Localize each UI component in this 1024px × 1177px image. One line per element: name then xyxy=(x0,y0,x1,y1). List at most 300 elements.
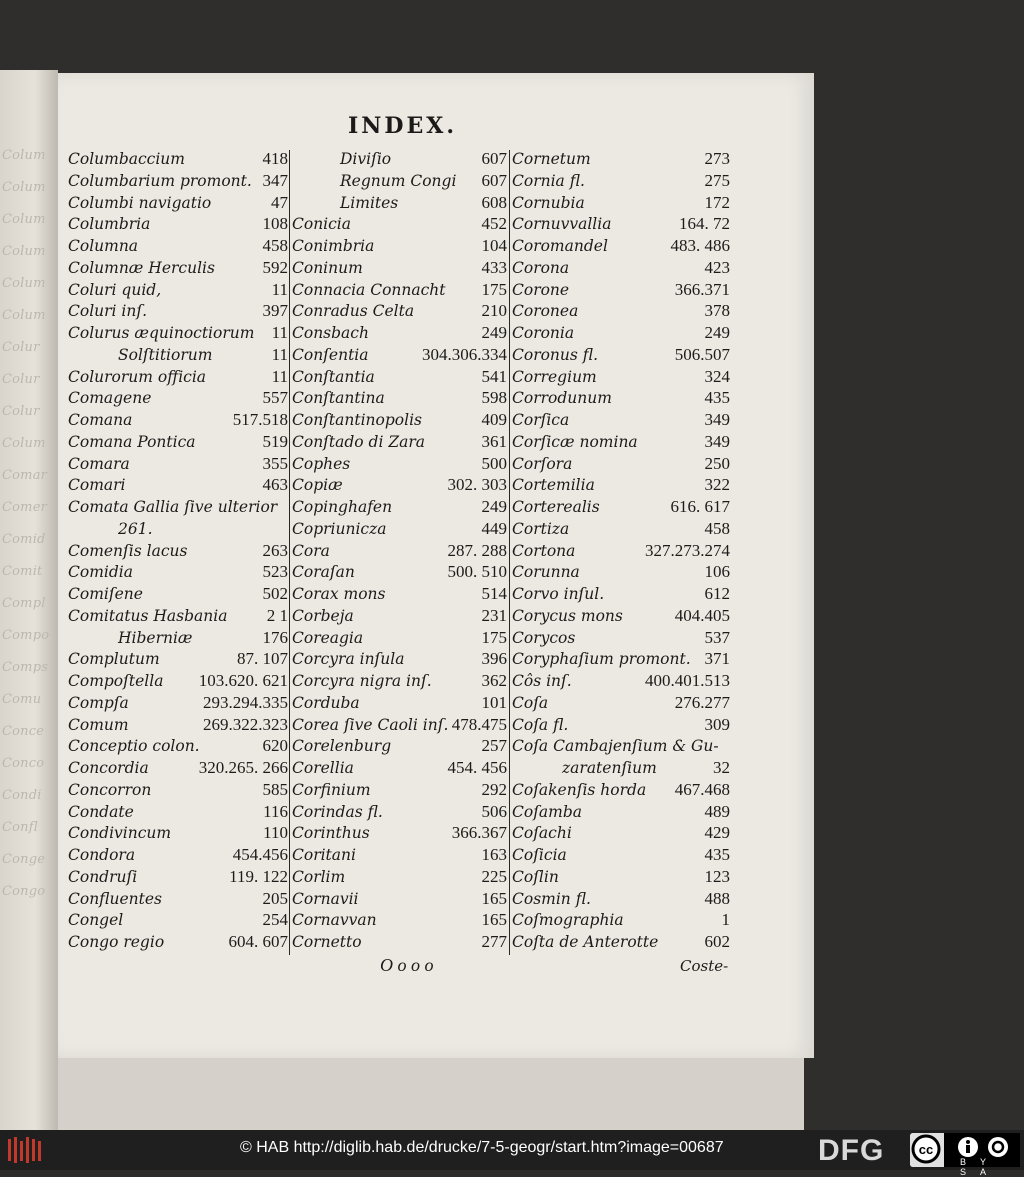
index-entry xyxy=(292,714,507,736)
index-entry xyxy=(512,518,730,540)
index-term: Concordia xyxy=(68,759,149,777)
index-entry xyxy=(292,431,507,453)
index-page-numbers: 110 xyxy=(263,823,288,843)
page-title: INDEX. xyxy=(348,113,457,139)
index-page-numbers: 11 xyxy=(271,279,288,299)
index-term: Diviſio xyxy=(340,150,392,168)
index-entry xyxy=(292,322,507,344)
index-page-numbers: 454. 456 xyxy=(447,758,507,777)
index-page-numbers: 210 xyxy=(481,301,507,321)
index-entry xyxy=(512,561,730,583)
index-page-numbers: 277 xyxy=(481,932,507,951)
index-term: Coreagia xyxy=(292,628,364,647)
index-entry xyxy=(68,257,288,279)
signature-mark: O o o o xyxy=(380,955,434,975)
index-term: Cortemilia xyxy=(512,476,595,495)
index-entry xyxy=(512,148,730,170)
index-term: Columbi navigatio xyxy=(68,193,212,212)
facing-page-ghost-text: Comit xyxy=(2,564,43,579)
index-term: Comiſene xyxy=(68,585,143,603)
index-term: Cornubia xyxy=(512,193,585,212)
index-page-numbers: 502 xyxy=(262,584,288,603)
index-page-numbers: 275 xyxy=(704,170,730,190)
index-term: Congo regio xyxy=(68,933,165,951)
index-page-numbers: 293.294.335 xyxy=(203,692,288,712)
index-term: Comana Pontica xyxy=(68,432,196,451)
index-entry xyxy=(292,692,507,714)
index-entry xyxy=(68,235,288,257)
index-entry xyxy=(512,692,730,714)
index-entry xyxy=(512,801,730,823)
index-entry xyxy=(292,779,507,801)
index-term: Corbeja xyxy=(292,606,354,625)
index-term: Coſachi xyxy=(512,824,572,843)
index-entry xyxy=(512,213,730,235)
index-page-numbers: 175 xyxy=(481,627,507,647)
index-page-numbers: 175 xyxy=(481,279,507,299)
index-term: Conceptio colon. xyxy=(68,737,200,756)
index-page-numbers: 32 xyxy=(713,758,730,777)
index-term: Coſa xyxy=(512,693,549,712)
index-page-numbers: 309 xyxy=(704,714,730,734)
index-page-numbers: 269.322.323 xyxy=(203,714,288,734)
index-page-numbers: 263 xyxy=(262,540,288,560)
facing-page-ghost-text: Colum xyxy=(2,276,46,291)
index-entry xyxy=(292,496,507,518)
index-page-numbers: 607 xyxy=(481,170,507,190)
index-page-numbers: 327.273.274 xyxy=(645,540,730,560)
index-page-numbers: 249 xyxy=(481,497,507,516)
index-term: Corindas fl. xyxy=(292,802,383,821)
index-entry xyxy=(292,866,507,888)
index-entry xyxy=(68,409,288,431)
index-page-numbers: 103.620. 621 xyxy=(198,671,288,690)
index-page-numbers: 362 xyxy=(481,671,507,690)
index-term: Congel xyxy=(68,911,124,930)
index-page-numbers: 231 xyxy=(481,605,507,625)
index-entry xyxy=(512,735,730,757)
index-term: Corona xyxy=(512,258,570,277)
index-page-numbers: 355 xyxy=(262,453,288,473)
index-page-numbers: 404.405 xyxy=(674,605,730,625)
index-entry xyxy=(68,692,288,714)
index-term: Limites xyxy=(340,193,399,212)
index-entry xyxy=(292,148,507,170)
index-entry xyxy=(292,257,507,279)
index-page-numbers: 423 xyxy=(704,257,730,277)
index-entry xyxy=(512,583,730,605)
facing-page-ghost-text: Colur xyxy=(2,340,40,355)
facing-page-ghost-text: Colum xyxy=(2,244,46,259)
facing-page-ghost-text: Colum xyxy=(2,436,46,451)
index-entry xyxy=(292,909,507,931)
index-page-numbers: 106 xyxy=(704,562,730,582)
facing-page-ghost-text: Colum xyxy=(2,212,46,227)
index-term: Copiæ xyxy=(292,476,343,495)
index-entry xyxy=(292,583,507,605)
index-term: Conimbria xyxy=(292,237,375,255)
index-term: Coſmographia xyxy=(512,911,624,930)
index-page-numbers: 320.265. 266 xyxy=(198,758,288,777)
cc-license-badge[interactable] xyxy=(910,1133,1020,1177)
index-term: Comenſis lacus xyxy=(68,541,188,560)
index-term: Condivincum xyxy=(68,824,172,843)
index-term: Solſtitiorum xyxy=(118,345,213,364)
index-page-numbers: 225 xyxy=(481,866,507,886)
index-page-numbers: 11 xyxy=(271,344,288,364)
index-page-numbers: 433 xyxy=(481,257,507,277)
index-page-numbers: 176 xyxy=(262,627,288,647)
index-entry xyxy=(512,540,730,562)
facing-page-ghost-text: Congo xyxy=(2,884,46,899)
index-term: Coſicia xyxy=(512,846,567,864)
index-entry xyxy=(68,866,288,888)
index-entry xyxy=(292,387,507,409)
index-entry xyxy=(512,322,730,344)
index-page-numbers: 87. 107 xyxy=(237,649,288,669)
index-term: Corelenburg xyxy=(292,737,392,756)
index-page-numbers: 205 xyxy=(262,888,288,908)
index-page-numbers: 620 xyxy=(262,736,288,756)
index-page-numbers: 254 xyxy=(262,910,288,930)
index-entry xyxy=(68,148,288,170)
index-term: Cortiza xyxy=(512,519,570,538)
index-entry xyxy=(68,909,288,931)
index-page-numbers: 172 xyxy=(704,192,730,212)
index-term: Comidia xyxy=(68,563,133,582)
index-term: Conſtantinopolis xyxy=(292,411,422,429)
index-term: Corrodunum xyxy=(512,389,612,408)
index-entry xyxy=(512,931,730,953)
index-entry xyxy=(68,192,288,214)
index-entry xyxy=(292,409,507,431)
index-entry xyxy=(68,213,288,235)
dfg-logo: DFG xyxy=(818,1134,885,1167)
index-term: Conſtado di Zara xyxy=(292,432,426,451)
index-entry xyxy=(68,735,288,757)
index-page-numbers: 163 xyxy=(481,845,507,864)
index-entry xyxy=(292,518,507,540)
index-term: Colurorum officia xyxy=(68,367,207,386)
index-entry xyxy=(292,300,507,322)
index-term: Corſica xyxy=(512,411,570,429)
index-page-numbers: 463 xyxy=(262,475,288,495)
index-term: Corſicæ nomina xyxy=(512,432,638,451)
index-entry xyxy=(512,257,730,279)
index-term: Copinghafen xyxy=(292,498,393,516)
index-entry xyxy=(292,366,507,388)
page-underlay xyxy=(58,1058,804,1130)
index-term: Coſamba xyxy=(512,802,583,821)
index-page-numbers: 435 xyxy=(704,388,730,408)
index-page-numbers: 11 xyxy=(271,366,288,386)
index-entry xyxy=(512,279,730,301)
index-term: Columbarium promont. xyxy=(68,171,252,190)
index-entry xyxy=(512,757,730,779)
index-term: Corunna xyxy=(512,563,580,582)
index-entry xyxy=(292,757,507,779)
index-page-numbers: 287. 288 xyxy=(447,540,507,560)
index-page-numbers: 47 xyxy=(271,192,288,212)
facing-page-ghost-text: Colum xyxy=(2,148,46,163)
index-term: Coninum xyxy=(292,258,363,277)
index-entry xyxy=(68,540,288,562)
index-entry xyxy=(68,670,288,692)
index-entry xyxy=(512,670,730,692)
index-page-numbers: 304.306.334 xyxy=(422,344,507,364)
index-entry xyxy=(68,170,288,192)
facing-page-ghost-text: Condi xyxy=(2,788,42,803)
index-entry xyxy=(68,844,288,866)
index-page-numbers: 1 xyxy=(721,910,730,930)
index-page-numbers: 104 xyxy=(481,236,507,255)
index-page-numbers: 397 xyxy=(262,301,288,321)
index-entry xyxy=(292,931,507,953)
index-term: Coſa Cambajenſium & Gu- xyxy=(512,737,719,756)
index-term: Coſa fl. xyxy=(512,715,569,734)
facing-page-ghost-text: Comu xyxy=(2,692,42,707)
index-term: 261. xyxy=(118,519,153,538)
index-term: Comagene xyxy=(68,389,152,408)
index-entry xyxy=(68,822,288,844)
index-term: Comara xyxy=(68,454,130,473)
index-page-numbers: 366.367 xyxy=(451,823,507,843)
index-entry xyxy=(68,453,288,475)
index-term: Corfinium xyxy=(292,780,371,799)
index-entry xyxy=(512,627,730,649)
index-page-numbers: 273 xyxy=(704,149,730,168)
index-term: Cornia fl. xyxy=(512,171,585,190)
index-term: Conradus Celta xyxy=(292,302,415,321)
index-page-numbers: 537 xyxy=(704,627,730,647)
index-entry xyxy=(512,474,730,496)
index-term: Corſora xyxy=(512,454,573,473)
index-term: Corcyra nigra inſ. xyxy=(292,672,432,690)
index-page-numbers: 608 xyxy=(481,192,507,212)
index-entry xyxy=(68,714,288,736)
index-entry xyxy=(292,844,507,866)
svg-text:cc: cc xyxy=(918,1142,934,1157)
column-rule xyxy=(509,150,510,955)
index-term: Corcyra inſula xyxy=(292,650,405,669)
facing-page-ghost-text: Colum xyxy=(2,308,46,323)
index-entry xyxy=(68,431,288,453)
index-entry xyxy=(512,235,730,257)
index-entry xyxy=(292,453,507,475)
index-term: Corterealis xyxy=(512,498,600,516)
index-term: Complutum xyxy=(68,650,160,669)
index-term: Coryphaſium promont. xyxy=(512,650,691,669)
index-page-numbers: 467.468 xyxy=(674,779,730,799)
index-term: Coronus fl. xyxy=(512,345,599,364)
index-term: Coſakenſis horda xyxy=(512,780,647,799)
index-entry xyxy=(68,322,288,344)
index-term: Cortona xyxy=(512,541,576,560)
index-entry xyxy=(512,648,730,670)
index-page-numbers: 488 xyxy=(704,888,730,908)
index-entry xyxy=(292,235,507,257)
index-term: Condora xyxy=(68,846,136,864)
index-term: Cosmin fl. xyxy=(512,889,591,908)
index-page-numbers: 454.456 xyxy=(232,845,288,864)
index-page-numbers: 435 xyxy=(704,845,730,864)
index-page-numbers: 478.475 xyxy=(451,714,507,734)
index-page-numbers: 514 xyxy=(481,584,507,603)
index-entry xyxy=(292,888,507,910)
index-term: Comana xyxy=(68,411,133,429)
index-term: Cora xyxy=(292,541,330,560)
index-term: Coritani xyxy=(292,846,356,864)
index-entry xyxy=(512,714,730,736)
index-page-numbers: 607 xyxy=(481,149,507,168)
index-page-numbers: 592 xyxy=(262,257,288,277)
copyright-link[interactable]: © HAB http://diglib.hab.de/drucke/7-5-geogr/start.htm?image=00687 xyxy=(240,1139,724,1156)
license-label: BY SA xyxy=(960,1157,1001,1177)
index-page-numbers: 429 xyxy=(704,823,730,843)
index-term: Cornuvvallia xyxy=(512,215,612,234)
column-rule xyxy=(289,150,290,955)
index-term: Coraſan xyxy=(292,563,355,582)
index-entry xyxy=(512,344,730,366)
index-page-numbers: 366.371 xyxy=(674,279,730,299)
index-page-numbers: 249 xyxy=(704,323,730,342)
index-term: Comum xyxy=(68,715,129,734)
index-entry xyxy=(292,801,507,823)
index-entry xyxy=(512,909,730,931)
index-entry xyxy=(68,496,288,518)
index-term: Columbaccium xyxy=(68,150,185,168)
index-page-numbers: 483. 486 xyxy=(670,236,730,255)
index-page-numbers: 458 xyxy=(704,518,730,538)
index-page-numbers: 500 xyxy=(481,453,507,473)
index-term: Corea ſive Caoli inſ. xyxy=(292,715,449,734)
index-entry xyxy=(292,540,507,562)
index-page-numbers: 371 xyxy=(704,649,730,669)
index-entry xyxy=(512,387,730,409)
index-entry xyxy=(292,170,507,192)
index-term: Corycos xyxy=(512,628,576,647)
facing-page-ghost-text: Comar xyxy=(2,468,48,483)
index-term: Hiberniæ xyxy=(118,628,193,647)
index-page-numbers: 11 xyxy=(271,323,288,342)
index-term: Colurus æquinoctiorum xyxy=(68,324,255,342)
index-entry xyxy=(292,344,507,366)
facing-page-ghost-text: Compo xyxy=(2,628,50,643)
index-entry xyxy=(68,931,288,953)
index-entry xyxy=(68,605,288,627)
index-page-numbers: 418 xyxy=(262,149,288,168)
index-entry xyxy=(512,844,730,866)
index-entry xyxy=(512,300,730,322)
index-entry xyxy=(512,866,730,888)
index-entry xyxy=(292,192,507,214)
facing-page-ghost-text: Colur xyxy=(2,372,40,387)
index-entry xyxy=(68,779,288,801)
index-page-numbers: 2 1 xyxy=(266,605,288,625)
index-page-numbers: 349 xyxy=(704,410,730,429)
index-page-numbers: 612 xyxy=(704,584,730,603)
index-term: Corycus mons xyxy=(512,606,623,625)
index-page-numbers: 347 xyxy=(262,170,288,190)
index-page-numbers: 519 xyxy=(262,431,288,451)
index-entry xyxy=(68,474,288,496)
index-term: Corvo inſul. xyxy=(512,585,605,603)
index-entry xyxy=(68,648,288,670)
index-page-numbers: 585 xyxy=(262,779,288,799)
facing-page-ghost-text: Compl xyxy=(2,596,46,611)
index-page-numbers: 108 xyxy=(262,214,288,234)
index-entry xyxy=(292,561,507,583)
index-page-numbers: 506 xyxy=(481,801,507,821)
index-page-numbers: 523 xyxy=(262,562,288,582)
index-term: Cornetum xyxy=(512,150,591,168)
index-term: Comari xyxy=(68,476,126,495)
index-term: Corduba xyxy=(292,693,360,712)
index-page-numbers: 165 xyxy=(481,888,507,908)
index-term: Cophes xyxy=(292,454,351,473)
index-page-numbers: 604. 607 xyxy=(228,932,288,951)
index-term: Conſentia xyxy=(292,345,369,364)
index-entry xyxy=(292,279,507,301)
index-page-numbers: 292 xyxy=(481,779,507,799)
index-entry xyxy=(512,496,730,518)
index-term: Conſtantia xyxy=(292,367,375,386)
index-page-numbers: 165 xyxy=(481,910,507,930)
index-term: Compſa xyxy=(68,693,129,712)
index-term: Corregium xyxy=(512,367,597,386)
index-page-numbers: 400.401.513 xyxy=(645,671,730,690)
index-page-numbers: 119. 122 xyxy=(229,866,288,886)
index-entry xyxy=(292,670,507,692)
index-entry xyxy=(512,409,730,431)
index-entry xyxy=(68,518,288,540)
index-term: Conſtantina xyxy=(292,389,385,408)
index-entry xyxy=(68,279,288,301)
index-entry xyxy=(512,366,730,388)
index-entry xyxy=(68,387,288,409)
index-term: Connacia Connacht xyxy=(292,280,446,299)
index-page-numbers: 598 xyxy=(481,388,507,408)
index-term: Coronia xyxy=(512,324,575,342)
index-page-numbers: 452 xyxy=(481,214,507,234)
index-entry xyxy=(292,474,507,496)
index-term: Coſlin xyxy=(512,867,559,886)
index-entry xyxy=(512,431,730,453)
index-entry xyxy=(68,366,288,388)
index-entry xyxy=(292,822,507,844)
index-term: Columna xyxy=(68,237,139,255)
index-term: Corone xyxy=(512,280,570,299)
index-page-numbers: 276.277 xyxy=(674,692,730,712)
facing-page-ghost-text: Conco xyxy=(2,756,45,771)
index-page-numbers: 123 xyxy=(704,866,730,886)
index-entry xyxy=(512,170,730,192)
index-term: Condruſi xyxy=(68,867,138,886)
facing-page-ghost-text: Colum xyxy=(2,180,46,195)
index-term: Conicia xyxy=(292,215,352,234)
index-term: Coſta de Anterotte xyxy=(512,933,659,951)
facing-page-ghost-text: Colur xyxy=(2,404,40,419)
index-page-numbers: 541 xyxy=(481,366,507,386)
index-page-numbers: 101 xyxy=(481,692,507,712)
index-page-numbers: 449 xyxy=(481,518,507,538)
facing-page-ghost-text: Comps xyxy=(2,660,49,675)
index-term: zaratenſium xyxy=(562,759,657,777)
index-page-numbers: 506.507 xyxy=(674,344,730,364)
index-term: Corlim xyxy=(292,867,346,886)
index-term: Coluri quid, xyxy=(68,280,162,299)
index-page-numbers: 349 xyxy=(704,431,730,451)
